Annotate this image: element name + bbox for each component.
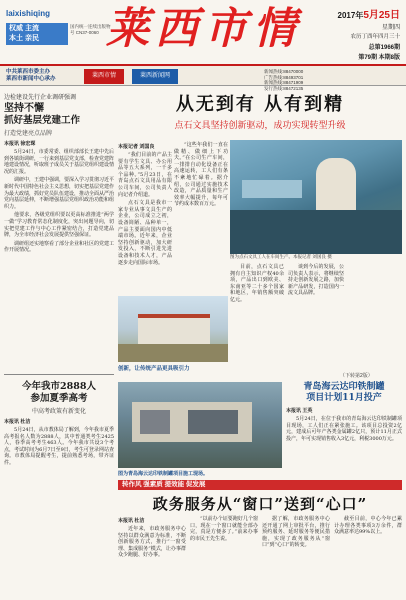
photo-ground (118, 344, 228, 362)
bottom-byline: 本报讯 杜洁 (118, 518, 145, 524)
lead-story-head (118, 90, 402, 131)
project-photo-caption: 图为青岛海云达印铁制罐项目施工现场。 (118, 471, 209, 477)
date-year: 2017年 (337, 11, 364, 20)
left-para-2: 调研中，王建中强调，要深入学习贯彻习近平新时代中国特色社会主义思想，切实把基层党建作为最大政绩，抓好党员队伍建设，推动全面从严治党向基层延伸，不断增强基层党组织政治功能和组织力。 (4, 177, 115, 210)
project-title-2: 项目计划11月投产 (306, 393, 382, 403)
bottom-para-1: 近年来，市政务服务中心坚持以群众满意为标准，不断创新服务方式，推行“一窗受理、集成服务”模式，让办事群众少跑腿、好办事。 (118, 526, 186, 559)
bottom-column-3 (262, 514, 330, 549)
contact-2: 广告热线:88493701 (264, 74, 304, 80)
left-story2-title-1: 今年我市2888人 (22, 381, 96, 392)
lead-para-2: 点石文具是我市一家专业从事文具生产的企业，公司成立之初，设备简陋、品种单一，产品主要面向国内中低端市场。近年来，企业坚持创新驱动，加大研发投入，不断引进先进设备和技术人才，产品逐步走向国际市场。 (118, 200, 172, 266)
lead-headline: 从无到有 从有到精 (175, 94, 345, 115)
left-kicker: 边检建设先行企业调研强调 (4, 94, 77, 101)
left-story-2 (4, 370, 114, 467)
project-photo (118, 382, 282, 468)
contact-3: 新闻热线:88471909 (264, 80, 304, 85)
wechat-logo: 莱西市情 (84, 69, 124, 84)
issue-total: 总第1966期 (368, 45, 400, 51)
organizer-line-1: 中共莱西市委主办 (6, 69, 51, 75)
factory-photo (118, 296, 228, 362)
lead-column-1 (118, 140, 172, 266)
lead-column-4 (288, 262, 344, 297)
left-story2-para: 5月24日，从市教体局了解到，今年我市夏季高考报名人数为2888人，其中普通类考生2425人，春季高考考生463人。今年我市共设3个考点，考试时间为6月7日至9日，考生可登录网站查询。市教体局提醒考生，提前熟悉考场，带齐证件。 (4, 427, 114, 466)
photo-door-2 (188, 410, 238, 434)
left-deck: 打造党建亮点品牌 (4, 130, 53, 137)
lead-para-3: “这些年我们一直在做精、做细上下功夫。”在公司生产车间，一排排自动化设备正在高速运转，工人们有条不紊地忙碌着。据介绍，公司通过实施技术改造，产品质量和生产效率大幅提升，每年可节约成本数百万元。 (174, 142, 228, 208)
jump-line: （下转第2版） (340, 373, 373, 379)
weekday: 星期四 (381, 25, 400, 31)
project-byline: 本报讯 王英 (286, 408, 313, 414)
photo-machine (230, 210, 402, 254)
divider (4, 374, 114, 375)
bottom-para-4: 截至目前，中心今年已累计办理各类事项3万余件，群众满意率达99%以上。 (334, 516, 402, 536)
lead-photo (230, 140, 402, 254)
bottom-column-1 (118, 514, 186, 559)
masthead-url: laixishiqing (6, 9, 51, 18)
lead-column-3 (230, 262, 284, 304)
project-para: 5月24日，在位于我市的青岛海云达印铁制罐项目现场，工人们正在紧张施工。该项目总投资2亿元，建成后可年产各类金属罐2亿只，预计11月正式投产，年可实现销售收入3亿元，利税3000万元。 (286, 416, 402, 442)
bottom-para-2: “以前办个证要跑好几个窗口，现在一个窗口就能全部办完，真是方便多了。”前来办事的市民王先生说。 (190, 516, 258, 542)
slogan-box (6, 23, 68, 45)
lead-para-5: 谈到今后的发展，公司负责人表示，将继续坚持走创新发展之路，加快新产品研发，打造国内一流文具品牌。 (288, 264, 344, 297)
project-story (286, 382, 402, 442)
lead-photo-caption: 图为点石文具工人在车间生产。本报记者 刘国良 摄 (230, 255, 332, 260)
info-bar (0, 64, 406, 91)
lead-subhead: 点石文具坚持创新驱动，成功实现转型升级 (174, 121, 346, 131)
left-para-4: 调研组还实地察看了部分企业和社区的党建工作开展情况。 (4, 240, 115, 254)
lead-para-1: “我们目前的产品主要有学生文具、办公用品等五大系列，一千多个品种。”5月23日，在青岛点石文具用品有限公司车间，公司负责人向记者介绍道。 (118, 152, 172, 198)
left-story2-title-2: 参加夏季高考 (30, 393, 88, 404)
lunar-date: 农历丁酉年四月三十 (350, 34, 400, 40)
site-logo: 莱西新闻网 (132, 69, 178, 84)
left-story2-deck: 中高考政策有新变化 (31, 408, 86, 415)
lead-para-4: 目前，点石文具已拥有自主知识产权40余项，产品出口到欧美、东南亚等二十多个国家和地区，年销售额突破亿元。 (230, 264, 284, 303)
project-title-1: 青岛海云达印铁制罐 (303, 382, 385, 392)
left-para-1: 5月24日，市委常委、组织部部长王建中先后到各镇街调研，一行来到基层党支部，检查党建阵地建设情况，听取班子成员关于基层党组织建设情况的汇报。 (4, 149, 115, 175)
lead-column-2 (174, 140, 228, 208)
left-byline: 本报讯 徐宏琛 (4, 141, 36, 147)
organizer (6, 69, 72, 83)
contact-list (264, 69, 400, 91)
photo-door-1 (140, 410, 170, 434)
lead-byline: 本报记者 刘国良 (118, 144, 155, 150)
organizer-line-2: 莱西市新闻中心承办 (6, 76, 56, 82)
bottom-column-2 (190, 514, 258, 542)
contact-4: 发行热线:88472135 (264, 85, 304, 91)
left-column (4, 90, 114, 596)
left-title-1: 坚持不懈 (4, 103, 44, 114)
topic-band: 转作风 强素质 提效能 促发展 (118, 480, 402, 490)
bottom-story (118, 514, 402, 596)
bottom-column-4 (334, 514, 402, 536)
cn-code: 国内统一连续出版物号 CN37-0060 (70, 24, 111, 35)
factory-photo-caption: 创新，让传统产品更具吸引力 (118, 366, 190, 372)
issue-number: 第79期 本期8版 (358, 55, 400, 61)
left-story2-byline: 本报讯 杜洁 (4, 419, 31, 425)
contact-1: 新闻热线:88470000 (264, 69, 304, 74)
date-day: 5月25日 (363, 10, 400, 21)
photo-building (138, 314, 210, 344)
slogan-line-1: 权威 主流 (9, 25, 39, 32)
date-block (322, 6, 400, 61)
newspaper-title: 莱西市情 (106, 4, 302, 54)
bottom-headline: 政务服务从“窗口”送到“心口” (152, 495, 368, 513)
left-para-3: 他要求，各级党组织要以更高标准推进“两学一做”学习教育常态化制度化，突出问题导向，切实把党建工作与中心工作紧密结合，打造党建品牌，为全市经济社会发展提供坚强保证。 (4, 212, 114, 239)
photo-worker (316, 158, 356, 218)
left-title-2: 抓好基层党建工作 (4, 115, 81, 126)
photo-bench (242, 180, 302, 198)
slogan-line-2: 本土 亲民 (9, 35, 39, 42)
masthead (0, 0, 406, 64)
bottom-para-3: 据了解，市政务服务中心还开通了网上审批平台，推行预约服务、延时服务等便民措施，实现了政务服务从“窗口”到“心口”的转变。 (262, 516, 330, 549)
